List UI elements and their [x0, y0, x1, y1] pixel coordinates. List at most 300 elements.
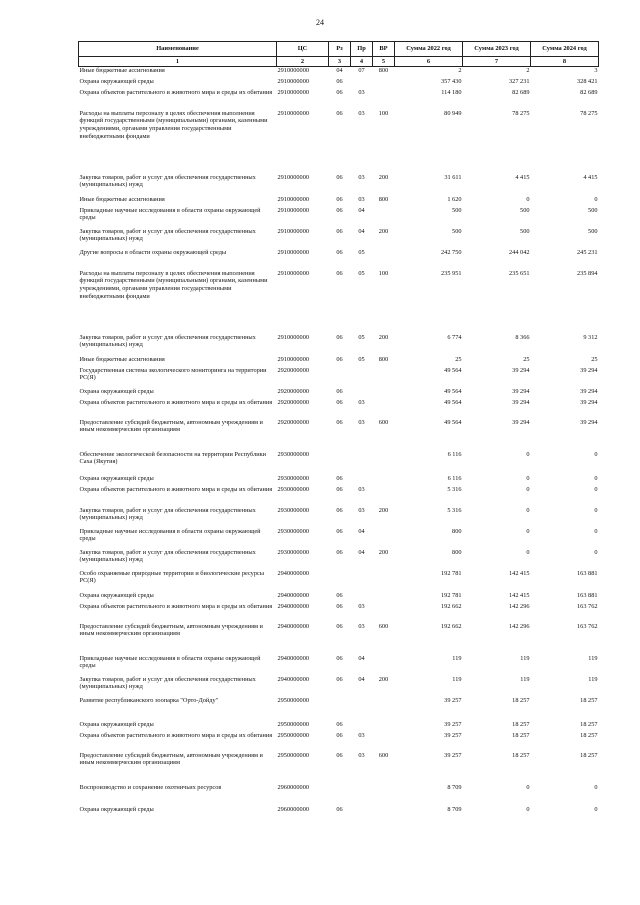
row-vr-code — [373, 89, 395, 110]
row-vr-code: 100 — [378, 269, 389, 277]
row-pr-code: 03 — [358, 602, 365, 610]
row-vr-code: 200 — [378, 333, 389, 341]
row-sum-2024: 0 — [594, 548, 598, 556]
table-row — [79, 697, 599, 721]
row-pr-code: 05 — [358, 248, 365, 256]
row-vr-code — [373, 592, 395, 603]
row-sum-2023: 18 257 — [512, 751, 530, 759]
row-vr-code: 200 — [378, 548, 389, 556]
row-name: Предоставление субсидий бюджетным, автономным учреждениям и иным некоммерческим организациям — [79, 418, 263, 434]
row-sum-2022: 800 — [452, 548, 462, 556]
row-vr-code — [373, 806, 395, 817]
row-pr-code: 04 — [358, 675, 365, 683]
row-vr-code — [373, 399, 395, 419]
row-sum-2022: 49 564 — [444, 398, 462, 406]
row-pr-code: 03 — [358, 485, 365, 493]
row-name: Развитие республиканского зоопарка "Орто-Дойду" — [79, 696, 219, 704]
row-pr-code: 04 — [358, 548, 365, 556]
row-sum-2022: 192 662 — [441, 622, 462, 630]
row-vr-code: 800 — [378, 355, 389, 363]
row-cs-code: 2930000000 — [277, 450, 309, 458]
table-row — [79, 367, 599, 388]
col-number: 1 — [79, 56, 277, 67]
table-row — [79, 270, 599, 334]
row-rz-code: 06 — [336, 805, 343, 813]
row-sum-2024: 0 — [594, 485, 598, 493]
row-sum-2022: 5 316 — [447, 506, 462, 514]
row-cs-code: 2950000000 — [277, 720, 309, 728]
row-name: Обеспечение экологической безопасности на территории Республики Саха (Якутия) — [79, 450, 267, 466]
row-pr-code: 05 — [358, 269, 365, 277]
row-pr-code: 05 — [358, 333, 365, 341]
row-name: Закупка товаров, работ и услуг для обеспечения государственных (муниципальных) нужд — [79, 227, 256, 243]
row-vr-code — [373, 388, 395, 399]
row-name: Расходы на выплаты персоналу в целях обеспечения выполнения функций государственными (муниципальными) органами, казенными учреждениями, органами управления государственными внебюджетными фондами — [79, 269, 268, 300]
row-rz-code — [329, 697, 351, 721]
row-rz-code: 06 — [336, 269, 343, 277]
row-name: Охрана объектов растительного и животного мира и среды их обитания — [79, 602, 273, 610]
row-rz-code: 06 — [336, 485, 343, 493]
row-sum-2024: 500 — [588, 206, 598, 214]
row-sum-2022: 8 709 — [447, 783, 462, 791]
row-sum-2024: 25 — [591, 355, 598, 363]
row-cs-code: 2910000000 — [277, 88, 309, 96]
row-pr-code — [351, 451, 373, 475]
row-vr-code: 200 — [378, 675, 389, 683]
table-row — [79, 249, 599, 270]
row-name: Прикладные научные исследования в области охраны окружающей среды — [79, 654, 261, 670]
row-vr-code — [373, 732, 395, 752]
row-sum-2023: 119 — [520, 654, 530, 662]
row-pr-code: 03 — [358, 398, 365, 406]
row-name: Расходы на выплаты персоналу в целях обеспечения выполнения функций государственными (муниципальными) органами, казенными учреждениями, органами управления государственными внебюджетными фондами — [79, 109, 268, 140]
row-rz-code: 06 — [336, 88, 343, 96]
table-row — [79, 196, 599, 207]
row-sum-2023: 142 296 — [509, 602, 530, 610]
row-cs-code: 2950000000 — [277, 731, 309, 739]
row-cs-code: 2950000000 — [277, 751, 309, 759]
row-sum-2022: 500 — [452, 227, 462, 235]
row-sum-2023: 25 — [523, 355, 530, 363]
row-sum-2024: 119 — [588, 675, 598, 683]
table-row — [79, 110, 599, 174]
row-rz-code: 06 — [336, 720, 343, 728]
row-sum-2024: 0 — [594, 195, 598, 203]
row-sum-2024: 39 294 — [580, 366, 598, 374]
table-row — [79, 89, 599, 110]
row-name: Охрана объектов растительного и животного мира и среды их обитания — [79, 88, 273, 96]
row-sum-2024: 18 257 — [580, 720, 598, 728]
row-sum-2022: 2 — [458, 67, 462, 75]
row-rz-code — [329, 451, 351, 475]
col-number: 5 — [373, 56, 395, 67]
row-sum-2022: 49 564 — [444, 387, 462, 395]
row-rz-code: 06 — [336, 474, 343, 482]
row-name: Закупка товаров, работ и услуг для обеспечения государственных (муниципальных) нужд — [79, 548, 256, 564]
row-name: Предоставление субсидий бюджетным, автономным учреждениям и иным некоммерческим организациям — [79, 751, 263, 767]
row-sum-2022: 49 564 — [444, 418, 462, 426]
row-sum-2024: 245 231 — [577, 248, 598, 256]
col-number: 6 — [395, 56, 463, 67]
table-row — [79, 784, 599, 806]
row-cs-code: 2960000000 — [277, 783, 309, 791]
row-vr-code — [373, 721, 395, 732]
row-cs-code: 2910000000 — [277, 195, 309, 203]
row-cs-code: 2940000000 — [277, 569, 309, 577]
row-rz-code: 04 — [336, 67, 343, 75]
row-vr-code: 100 — [378, 109, 389, 117]
row-name: Иные бюджетные ассигнования — [79, 195, 165, 203]
row-name: Особо охраняемые природные территории и биологические ресурсы РС(Я) — [79, 569, 264, 585]
row-pr-code: 03 — [358, 418, 365, 426]
row-rz-code — [329, 570, 351, 592]
row-cs-code: 2950000000 — [277, 696, 309, 704]
row-sum-2023: 142 296 — [509, 622, 530, 630]
row-sum-2023: 0 — [526, 506, 530, 514]
table-row — [79, 676, 599, 697]
row-vr-code: 800 — [378, 67, 389, 75]
row-pr-code: 03 — [358, 173, 365, 181]
row-vr-code — [373, 603, 395, 623]
row-name: Другие вопросы в области охраны окружающей среды — [79, 248, 227, 256]
table-row — [79, 655, 599, 676]
row-sum-2024: 18 257 — [580, 696, 598, 704]
table-row — [79, 592, 599, 603]
row-sum-2022: 39 257 — [444, 720, 462, 728]
table-body — [79, 67, 599, 817]
row-pr-code — [351, 806, 373, 817]
col-header-cs: ЦС — [277, 42, 329, 57]
row-sum-2024: 39 294 — [580, 398, 598, 406]
col-header-rz: Рз — [329, 42, 351, 57]
row-pr-code: 07 — [358, 67, 365, 75]
row-name: Закупка товаров, работ и услуг для обеспечения государственных (муниципальных) нужд — [79, 173, 256, 189]
row-sum-2023: 0 — [526, 450, 530, 458]
row-sum-2023: 500 — [520, 206, 530, 214]
row-sum-2022: 80 949 — [444, 109, 462, 117]
row-pr-code — [351, 78, 373, 89]
row-sum-2023: 18 257 — [512, 731, 530, 739]
table-row — [79, 507, 599, 528]
table-row — [79, 388, 599, 399]
row-rz-code: 06 — [336, 109, 343, 117]
table-row — [79, 570, 599, 592]
row-sum-2023: 142 415 — [509, 591, 530, 599]
table-row — [79, 356, 599, 367]
table-row — [79, 399, 599, 419]
table-row — [79, 486, 599, 507]
row-pr-code: 03 — [358, 109, 365, 117]
row-pr-code: 03 — [358, 751, 365, 759]
row-sum-2024: 82 689 — [580, 88, 598, 96]
row-vr-code: 800 — [378, 195, 389, 203]
row-sum-2024: 0 — [594, 527, 598, 535]
row-sum-2022: 192 781 — [441, 569, 462, 577]
row-sum-2024: 328 421 — [577, 77, 598, 85]
row-sum-2023: 4 415 — [515, 173, 530, 181]
row-name: Охрана окружающей среды — [79, 591, 154, 599]
row-pr-code: 03 — [358, 731, 365, 739]
row-vr-code — [373, 207, 395, 228]
row-sum-2022: 192 781 — [441, 591, 462, 599]
row-rz-code — [329, 784, 351, 806]
row-sum-2022: 6 116 — [447, 450, 462, 458]
row-sum-2022: 39 257 — [444, 731, 462, 739]
row-pr-code — [351, 721, 373, 732]
row-cs-code: 2930000000 — [277, 506, 309, 514]
row-sum-2024: 9 312 — [583, 333, 598, 341]
row-sum-2022: 39 257 — [444, 696, 462, 704]
row-rz-code: 06 — [336, 654, 343, 662]
row-sum-2024: 4 415 — [583, 173, 598, 181]
col-header-name: Наименование — [79, 42, 277, 57]
col-number: 8 — [531, 56, 599, 67]
row-sum-2024: 119 — [588, 654, 598, 662]
row-sum-2024: 163 762 — [577, 602, 598, 610]
row-name: Предоставление субсидий бюджетным, автономным учреждениям и иным некоммерческим организациям — [79, 622, 263, 638]
row-pr-code: 04 — [358, 654, 365, 662]
row-sum-2024: 163 881 — [577, 591, 598, 599]
row-sum-2023: 0 — [526, 485, 530, 493]
row-sum-2024: 0 — [594, 783, 598, 791]
row-cs-code: 2910000000 — [277, 67, 309, 75]
row-pr-code — [351, 697, 373, 721]
row-sum-2022: 800 — [452, 527, 462, 535]
table-row — [79, 451, 599, 475]
row-cs-code: 2940000000 — [277, 622, 309, 630]
row-rz-code: 06 — [336, 751, 343, 759]
row-vr-code — [373, 697, 395, 721]
row-sum-2022: 235 951 — [441, 269, 462, 277]
row-vr-code: 200 — [378, 227, 389, 235]
col-header-vr: ВР — [373, 42, 395, 57]
row-rz-code: 06 — [336, 622, 343, 630]
row-vr-code — [373, 784, 395, 806]
row-cs-code: 2940000000 — [277, 675, 309, 683]
row-rz-code: 06 — [336, 398, 343, 406]
row-rz-code: 06 — [336, 418, 343, 426]
row-sum-2022: 119 — [452, 675, 462, 683]
row-sum-2022: 192 662 — [441, 602, 462, 610]
col-header-pr: Пр — [351, 42, 373, 57]
row-pr-code — [351, 592, 373, 603]
row-pr-code: 03 — [358, 195, 365, 203]
header-row — [79, 42, 599, 57]
row-cs-code: 2920000000 — [277, 418, 309, 426]
column-number-row — [79, 56, 599, 67]
row-sum-2023: 39 294 — [512, 398, 530, 406]
row-vr-code: 600 — [378, 622, 389, 630]
row-sum-2024: 3 — [594, 67, 598, 75]
table-row — [79, 806, 599, 817]
row-pr-code: 03 — [358, 622, 365, 630]
row-name: Прикладные научные исследования в области охраны окружающей среды — [79, 206, 261, 222]
row-sum-2022: 6 116 — [447, 474, 462, 482]
row-rz-code: 06 — [336, 506, 343, 514]
row-sum-2022: 357 430 — [441, 77, 462, 85]
row-sum-2023: 82 689 — [512, 88, 530, 96]
row-sum-2022: 5 316 — [447, 485, 462, 493]
row-cs-code: 2930000000 — [277, 548, 309, 556]
row-cs-code: 2930000000 — [277, 474, 309, 482]
row-pr-code: 05 — [358, 355, 365, 363]
row-sum-2023: 78 275 — [512, 109, 530, 117]
row-sum-2022: 39 257 — [444, 751, 462, 759]
table-row — [79, 623, 599, 655]
row-pr-code — [351, 388, 373, 399]
row-vr-code: 600 — [378, 751, 389, 759]
row-sum-2023: 0 — [526, 805, 530, 813]
row-sum-2022: 1 620 — [447, 195, 462, 203]
row-vr-code — [373, 486, 395, 507]
table-row — [79, 228, 599, 249]
row-sum-2023: 327 231 — [509, 77, 530, 85]
row-rz-code: 06 — [336, 355, 343, 363]
table-row — [79, 549, 599, 570]
row-name: Иные бюджетные ассигнования — [79, 67, 165, 75]
row-vr-code — [373, 249, 395, 270]
row-cs-code: 2920000000 — [277, 398, 309, 406]
row-rz-code: 06 — [336, 333, 343, 341]
row-sum-2023: 18 257 — [512, 696, 530, 704]
row-name: Охрана окружающей среды — [79, 474, 154, 482]
row-sum-2023: 18 257 — [512, 720, 530, 728]
row-vr-code — [373, 655, 395, 676]
row-name: Иные бюджетные ассигнования — [79, 355, 165, 363]
row-cs-code: 2940000000 — [277, 654, 309, 662]
col-header-sum-2023: Сумма 2023 год — [463, 42, 531, 57]
row-name: Охрана окружающей среды — [79, 77, 154, 85]
row-vr-code — [373, 570, 395, 592]
row-sum-2023: 0 — [526, 783, 530, 791]
row-pr-code — [351, 475, 373, 486]
row-vr-code — [373, 451, 395, 475]
row-sum-2022: 500 — [452, 206, 462, 214]
table-row — [79, 334, 599, 356]
table-row — [79, 67, 599, 78]
row-pr-code — [351, 367, 373, 388]
row-pr-code: 04 — [358, 527, 365, 535]
table-row — [79, 603, 599, 623]
row-vr-code — [373, 475, 395, 486]
row-sum-2022: 6 774 — [447, 333, 462, 341]
row-sum-2023: 0 — [526, 548, 530, 556]
row-cs-code: 2920000000 — [277, 387, 309, 395]
row-pr-code: 03 — [358, 88, 365, 96]
row-sum-2023: 0 — [526, 195, 530, 203]
row-pr-code: 03 — [358, 506, 365, 514]
row-cs-code: 2910000000 — [277, 77, 309, 85]
row-vr-code: 600 — [378, 418, 389, 426]
row-sum-2022: 242 750 — [441, 248, 462, 256]
row-rz-code: 06 — [336, 591, 343, 599]
table-row — [79, 528, 599, 549]
row-sum-2022: 114 180 — [441, 88, 462, 96]
row-cs-code: 2930000000 — [277, 485, 309, 493]
row-sum-2024: 235 894 — [577, 269, 598, 277]
row-sum-2023: 500 — [520, 227, 530, 235]
row-sum-2023: 8 366 — [515, 333, 530, 341]
row-sum-2023: 39 294 — [512, 418, 530, 426]
row-sum-2024: 500 — [588, 227, 598, 235]
row-sum-2023: 142 415 — [509, 569, 530, 577]
row-rz-code: 06 — [336, 675, 343, 683]
row-name: Государственная система экологического мониторинга на территории РС(Я) — [79, 366, 267, 382]
row-sum-2024: 39 294 — [580, 418, 598, 426]
row-sum-2023: 0 — [526, 474, 530, 482]
col-number: 4 — [351, 56, 373, 67]
row-cs-code: 2930000000 — [277, 527, 309, 535]
row-name: Охрана окружающей среды — [79, 720, 154, 728]
col-number: 2 — [277, 56, 329, 67]
row-sum-2024: 0 — [594, 474, 598, 482]
row-name: Закупка товаров, работ и услуг для обеспечения государственных (муниципальных) нужд — [79, 333, 256, 349]
table-row — [79, 419, 599, 451]
row-cs-code: 2910000000 — [277, 227, 309, 235]
row-sum-2023: 0 — [526, 527, 530, 535]
row-rz-code: 06 — [336, 195, 343, 203]
row-vr-code — [373, 367, 395, 388]
row-cs-code: 2920000000 — [277, 366, 309, 374]
table-row — [79, 721, 599, 732]
row-cs-code: 2960000000 — [277, 805, 309, 813]
row-rz-code: 06 — [336, 548, 343, 556]
row-cs-code: 2910000000 — [277, 248, 309, 256]
row-cs-code: 2910000000 — [277, 269, 309, 277]
row-name: Закупка товаров, работ и услуг для обеспечения государственных (муниципальных) нужд — [79, 506, 256, 522]
row-pr-code — [351, 784, 373, 806]
row-sum-2024: 39 294 — [580, 387, 598, 395]
row-pr-code — [351, 570, 373, 592]
row-rz-code: 06 — [336, 527, 343, 535]
row-vr-code: 200 — [378, 506, 389, 514]
row-vr-code: 200 — [378, 173, 389, 181]
row-rz-code: 06 — [336, 387, 343, 395]
row-vr-code — [373, 528, 395, 549]
row-sum-2022: 49 564 — [444, 366, 462, 374]
row-name: Охрана объектов растительного и животного мира и среды их обитания — [79, 485, 273, 493]
row-cs-code: 2940000000 — [277, 591, 309, 599]
table-row — [79, 78, 599, 89]
row-sum-2023: 39 294 — [512, 366, 530, 374]
col-header-sum-2022: Сумма 2022 год — [395, 42, 463, 57]
row-pr-code: 04 — [358, 227, 365, 235]
row-name: Охрана объектов растительного и животного мира и среды их обитания — [79, 398, 273, 406]
row-sum-2023: 39 294 — [512, 387, 530, 395]
table-row — [79, 174, 599, 196]
row-name: Воспроизводство и сохранение охотничьих ресурсов — [79, 783, 222, 791]
budget-table — [78, 41, 599, 817]
row-sum-2023: 2 — [526, 67, 530, 75]
row-sum-2022: 25 — [455, 355, 462, 363]
row-sum-2022: 31 611 — [444, 173, 462, 181]
row-rz-code: 06 — [336, 227, 343, 235]
row-name: Прикладные научные исследования в области охраны окружающей среды — [79, 527, 261, 543]
row-sum-2024: 18 257 — [580, 731, 598, 739]
row-cs-code: 2910000000 — [277, 173, 309, 181]
row-name: Охрана окружающей среды — [79, 387, 154, 395]
row-name: Охрана окружающей среды — [79, 805, 154, 813]
row-cs-code: 2910000000 — [277, 333, 309, 341]
row-cs-code: 2910000000 — [277, 206, 309, 214]
row-cs-code: 2910000000 — [277, 355, 309, 363]
col-header-sum-2024: Сумма 2024 год — [531, 42, 599, 57]
row-rz-code: 06 — [336, 602, 343, 610]
row-vr-code — [373, 78, 395, 89]
row-sum-2023: 235 651 — [509, 269, 530, 277]
table-row — [79, 752, 599, 784]
table-row — [79, 207, 599, 228]
